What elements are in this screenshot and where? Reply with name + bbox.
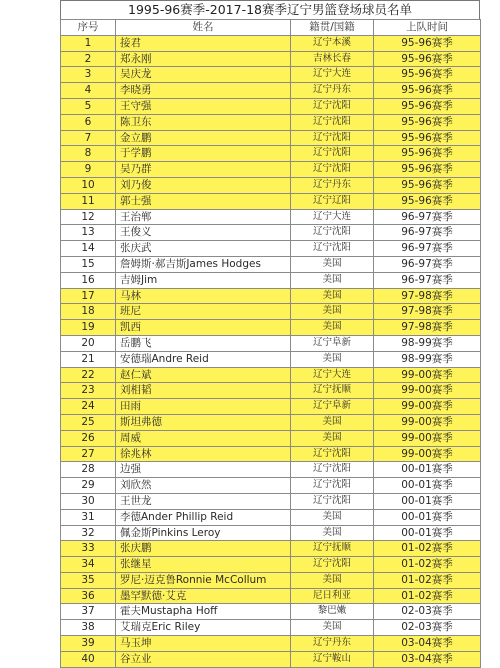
table-row: [61, 51, 481, 67]
row-number: 1: [61, 35, 116, 51]
player-origin: 辽宁沈阳: [291, 557, 374, 573]
join-season: 96-97赛季: [374, 209, 481, 225]
table-row: [61, 414, 481, 430]
player-name: 郭士强: [116, 193, 291, 209]
player-name: 罗尼·迈克鲁Ronnie McCollum: [116, 572, 291, 588]
player-name: 艾瑞克Eric Riley: [116, 620, 291, 636]
header-season: 上队时间: [374, 20, 481, 36]
join-season: 95-96赛季: [374, 130, 481, 146]
row-number: 22: [61, 367, 116, 383]
player-name: 陈卫东: [116, 114, 291, 130]
header-origin: 籍贯/国籍: [291, 20, 374, 36]
player-origin: 辽宁辽阳: [291, 193, 374, 209]
player-name: 霍夫Mustapha Hoff: [116, 604, 291, 620]
player-name: 凯西: [116, 320, 291, 336]
row-number: 38: [61, 620, 116, 636]
player-origin: 辽宁大连: [291, 367, 374, 383]
player-origin: 美国: [291, 351, 374, 367]
player-name: 李晓勇: [116, 83, 291, 99]
player-name: 刘相韬: [116, 383, 291, 399]
player-name: 王世龙: [116, 493, 291, 509]
roster-sheet: [60, 0, 480, 668]
player-origin: 辽宁大连: [291, 67, 374, 83]
player-name: 金立鹏: [116, 130, 291, 146]
player-name: 谷立业: [116, 651, 291, 667]
table-row: [61, 446, 481, 462]
player-origin: 美国: [291, 509, 374, 525]
row-number: 10: [61, 177, 116, 193]
player-origin: 黎巴嫩: [291, 604, 374, 620]
row-number: 21: [61, 351, 116, 367]
join-season: 00-01赛季: [374, 525, 481, 541]
player-origin: 美国: [291, 272, 374, 288]
row-number: 30: [61, 493, 116, 509]
join-season: 99-00赛季: [374, 414, 481, 430]
row-number: 17: [61, 288, 116, 304]
row-number: 29: [61, 478, 116, 494]
join-season: 01-02赛季: [374, 557, 481, 573]
join-season: 01-02赛季: [374, 541, 481, 557]
join-season: 97-98赛季: [374, 304, 481, 320]
player-name: 刘欣然: [116, 478, 291, 494]
row-number: 12: [61, 209, 116, 225]
player-name: 郑永刚: [116, 51, 291, 67]
player-name: 周威: [116, 430, 291, 446]
join-season: 99-00赛季: [374, 446, 481, 462]
join-season: 00-01赛季: [374, 493, 481, 509]
row-number: 31: [61, 509, 116, 525]
player-origin: 辽宁沈阳: [291, 446, 374, 462]
join-season: 03-04赛季: [374, 651, 481, 667]
player-name: 赵仁斌: [116, 367, 291, 383]
player-origin: 辽宁沈阳: [291, 225, 374, 241]
row-number: 39: [61, 636, 116, 652]
table-title: 1995-96赛季-2017-18赛季辽宁男篮登场球员名单: [60, 0, 480, 19]
row-number: 7: [61, 130, 116, 146]
player-name: 接君: [116, 35, 291, 51]
player-origin: 辽宁沈阳: [291, 114, 374, 130]
player-name: 李德Ander Phillip Reid: [116, 509, 291, 525]
row-number: 23: [61, 383, 116, 399]
row-number: 18: [61, 304, 116, 320]
table-row: [61, 430, 481, 446]
player-name: 田雨: [116, 399, 291, 415]
player-name: 詹姆斯·郝吉斯James Hodges: [116, 256, 291, 272]
player-name: 张庆鹏: [116, 541, 291, 557]
player-origin: 辽宁沈阳: [291, 493, 374, 509]
player-name: 吴庆龙: [116, 67, 291, 83]
table-row: [61, 256, 481, 272]
row-number: 4: [61, 83, 116, 99]
table-row: [61, 620, 481, 636]
table-row: [61, 541, 481, 557]
table-row: [61, 241, 481, 257]
join-season: 96-97赛季: [374, 241, 481, 257]
row-number: 11: [61, 193, 116, 209]
table-row: [61, 383, 481, 399]
join-season: 99-00赛季: [374, 383, 481, 399]
table-row: [61, 130, 481, 146]
player-origin: 辽宁本溪: [291, 35, 374, 51]
player-name: 马林: [116, 288, 291, 304]
roster-table: [60, 19, 481, 668]
player-origin: 辽宁沈阳: [291, 462, 374, 478]
join-season: 02-03赛季: [374, 620, 481, 636]
join-season: 95-96赛季: [374, 83, 481, 99]
header-num: 序号: [61, 20, 116, 36]
join-season: 95-96赛季: [374, 51, 481, 67]
player-origin: 辽宁抚顺: [291, 383, 374, 399]
table-row: [61, 320, 481, 336]
table-row: [61, 304, 481, 320]
player-name: 墨罕默德·艾克: [116, 588, 291, 604]
player-name: 马玉坤: [116, 636, 291, 652]
player-origin: 美国: [291, 320, 374, 336]
row-number: 8: [61, 146, 116, 162]
player-name: 刘乃俊: [116, 177, 291, 193]
player-origin: 美国: [291, 304, 374, 320]
row-number: 2: [61, 51, 116, 67]
player-origin: 辽宁丹东: [291, 177, 374, 193]
join-season: 01-02赛季: [374, 588, 481, 604]
player-origin: 辽宁阜新: [291, 335, 374, 351]
player-origin: 尼日利亚: [291, 588, 374, 604]
join-season: 00-01赛季: [374, 462, 481, 478]
row-number: 16: [61, 272, 116, 288]
row-number: 19: [61, 320, 116, 336]
join-season: 98-99赛季: [374, 335, 481, 351]
join-season: 97-98赛季: [374, 288, 481, 304]
player-origin: 辽宁丹东: [291, 83, 374, 99]
table-row: [61, 177, 481, 193]
player-origin: 美国: [291, 288, 374, 304]
row-number: 35: [61, 572, 116, 588]
player-name: 王守强: [116, 98, 291, 114]
player-origin: 辽宁沈阳: [291, 146, 374, 162]
player-origin: 辽宁沈阳: [291, 478, 374, 494]
table-row: [61, 604, 481, 620]
player-name: 王俊义: [116, 225, 291, 241]
player-name: 于学鹏: [116, 146, 291, 162]
player-origin: 美国: [291, 430, 374, 446]
player-origin: 美国: [291, 414, 374, 430]
player-name: 班尼: [116, 304, 291, 320]
row-number: 5: [61, 98, 116, 114]
table-row: [61, 525, 481, 541]
table-row: [61, 651, 481, 667]
player-name: 张庆武: [116, 241, 291, 257]
roster-body: [61, 35, 481, 667]
player-name: 吉姆Jim: [116, 272, 291, 288]
row-number: 32: [61, 525, 116, 541]
table-row: [61, 67, 481, 83]
player-origin: 辽宁鞍山: [291, 651, 374, 667]
row-number: 6: [61, 114, 116, 130]
table-row: [61, 225, 481, 241]
table-row: [61, 478, 481, 494]
player-origin: 辽宁抚顺: [291, 541, 374, 557]
join-season: 00-01赛季: [374, 509, 481, 525]
table-row: [61, 35, 481, 51]
table-row: [61, 399, 481, 415]
player-origin: 美国: [291, 256, 374, 272]
header-row: [61, 20, 481, 36]
table-row: [61, 272, 481, 288]
player-name: 佩金斯Pinkins Leroy: [116, 525, 291, 541]
join-season: 95-96赛季: [374, 114, 481, 130]
table-row: [61, 367, 481, 383]
row-number: 3: [61, 67, 116, 83]
join-season: 96-97赛季: [374, 272, 481, 288]
row-number: 26: [61, 430, 116, 446]
join-season: 03-04赛季: [374, 636, 481, 652]
player-origin: 辽宁沈阳: [291, 241, 374, 257]
player-origin: 美国: [291, 572, 374, 588]
table-row: [61, 509, 481, 525]
table-row: [61, 98, 481, 114]
row-number: 37: [61, 604, 116, 620]
join-season: 95-96赛季: [374, 67, 481, 83]
join-season: 99-00赛季: [374, 367, 481, 383]
player-origin: 美国: [291, 525, 374, 541]
table-row: [61, 588, 481, 604]
join-season: 95-96赛季: [374, 146, 481, 162]
row-number: 27: [61, 446, 116, 462]
table-row: [61, 572, 481, 588]
player-name: 岳鹏飞: [116, 335, 291, 351]
player-name: 安德瑞Andre Reid: [116, 351, 291, 367]
player-name: 吴乃群: [116, 162, 291, 178]
header-name: 姓名: [116, 20, 291, 36]
row-number: 15: [61, 256, 116, 272]
join-season: 98-99赛季: [374, 351, 481, 367]
row-number: 34: [61, 557, 116, 573]
row-number: 14: [61, 241, 116, 257]
row-number: 28: [61, 462, 116, 478]
table-row: [61, 162, 481, 178]
join-season: 00-01赛季: [374, 478, 481, 494]
player-origin: 吉林长春: [291, 51, 374, 67]
table-row: [61, 146, 481, 162]
join-season: 99-00赛季: [374, 399, 481, 415]
player-origin: 辽宁沈阳: [291, 162, 374, 178]
table-row: [61, 193, 481, 209]
row-number: 33: [61, 541, 116, 557]
table-row: [61, 351, 481, 367]
join-season: 95-96赛季: [374, 98, 481, 114]
row-number: 9: [61, 162, 116, 178]
join-season: 95-96赛季: [374, 35, 481, 51]
player-origin: 辽宁丹东: [291, 636, 374, 652]
join-season: 01-02赛季: [374, 572, 481, 588]
player-origin: 辽宁沈阳: [291, 130, 374, 146]
table-row: [61, 83, 481, 99]
row-number: 13: [61, 225, 116, 241]
player-name: 王治郸: [116, 209, 291, 225]
player-origin: 辽宁阜新: [291, 399, 374, 415]
join-season: 95-96赛季: [374, 177, 481, 193]
table-row: [61, 557, 481, 573]
table-row: [61, 209, 481, 225]
player-name: 张继星: [116, 557, 291, 573]
join-season: 96-97赛季: [374, 225, 481, 241]
row-number: 24: [61, 399, 116, 415]
table-row: [61, 462, 481, 478]
row-number: 20: [61, 335, 116, 351]
table-row: [61, 288, 481, 304]
player-name: 徐兆林: [116, 446, 291, 462]
join-season: 02-03赛季: [374, 604, 481, 620]
join-season: 96-97赛季: [374, 256, 481, 272]
join-season: 95-96赛季: [374, 193, 481, 209]
row-number: 25: [61, 414, 116, 430]
player-origin: 辽宁大连: [291, 209, 374, 225]
table-row: [61, 493, 481, 509]
player-origin: 美国: [291, 620, 374, 636]
player-name: 斯坦弗德: [116, 414, 291, 430]
player-name: 边强: [116, 462, 291, 478]
join-season: 97-98赛季: [374, 320, 481, 336]
row-number: 36: [61, 588, 116, 604]
table-row: [61, 335, 481, 351]
row-number: 40: [61, 651, 116, 667]
table-row: [61, 636, 481, 652]
join-season: 99-00赛季: [374, 430, 481, 446]
player-origin: 辽宁沈阳: [291, 98, 374, 114]
table-row: [61, 114, 481, 130]
join-season: 95-96赛季: [374, 162, 481, 178]
